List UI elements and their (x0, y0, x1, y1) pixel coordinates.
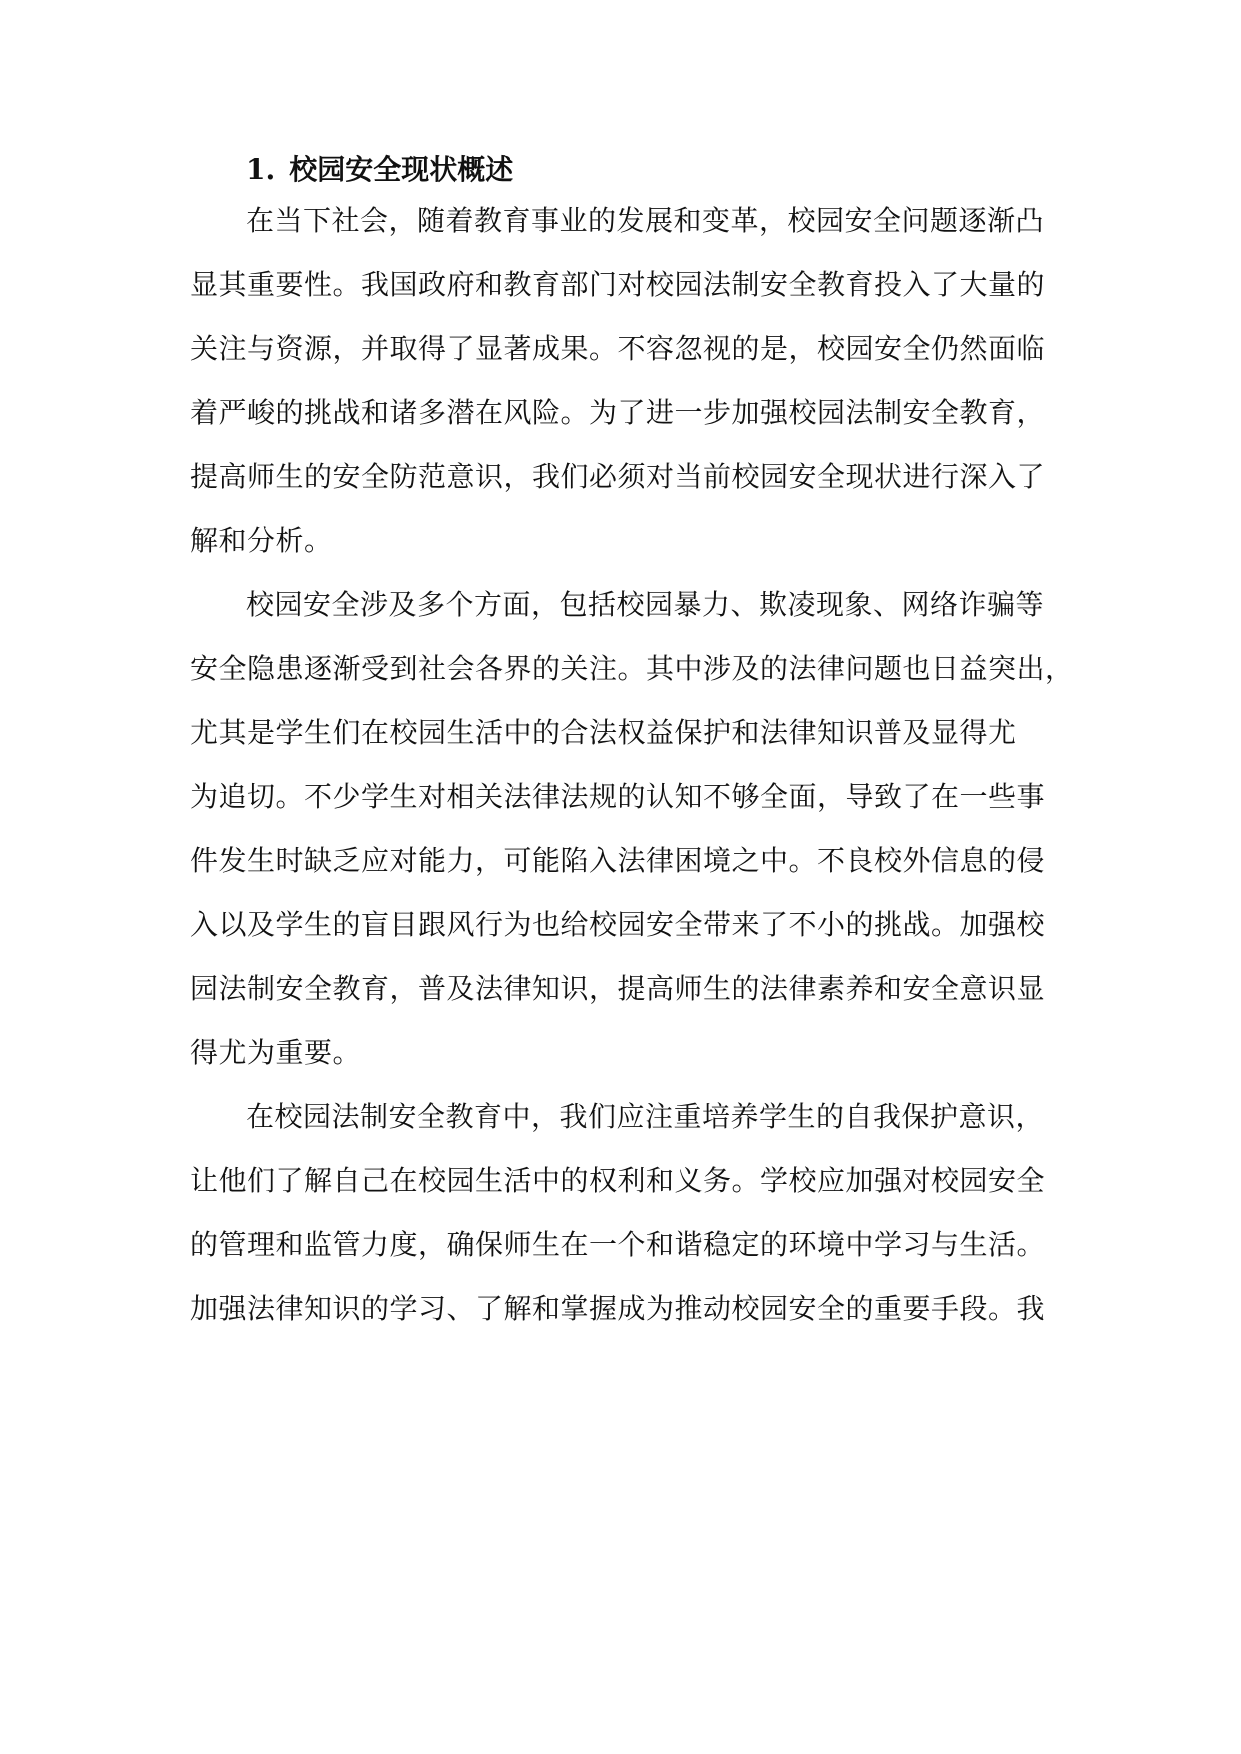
paragraph-3-line-4: 加强法律知识的学习、了解和掌握成为推动校园安全的重要手段。我 (190, 1292, 1046, 1325)
paragraph-2-line-2: 安全隐患逐渐受到社会各界的关注。其中涉及的法律问题也日益突出， (190, 652, 1074, 685)
section-number: 1. (246, 153, 276, 186)
paragraph-2-line-5: 件发生时缺乏应对能力，可能陷入法律困境之中。不良校外信息的侵 (190, 844, 1046, 877)
paragraph-1-line-6: 解和分析。 (190, 524, 333, 557)
paragraph-2-line-1: 校园安全涉及多个方面，包括校园暴力、欺凌现象、网络诈骗等 (246, 588, 1045, 621)
paragraph-1-line-5: 提高师生的安全防范意识，我们必须对当前校园安全现状进行深入了 (190, 460, 1046, 493)
section-title: 校园安全现状概述 (289, 153, 514, 186)
paragraph-3-line-1: 在校园法制安全教育中，我们应注重培养学生的自我保护意识， (246, 1100, 1045, 1133)
paragraph-2-line-7: 园法制安全教育，普及法律知识，提高师生的法律素养和安全意识显 (190, 972, 1046, 1005)
paragraph-2-line-6: 入以及学生的盲目跟风行为也给校园安全带来了不小的挑战。加强校 (190, 908, 1046, 941)
paragraph-1-line-2: 显其重要性。我国政府和教育部门对校园法制安全教育投入了大量的 (190, 268, 1046, 301)
paragraph-1-line-1: 在当下社会，随着教育事业的发展和变革，校园安全问题逐渐凸 (246, 204, 1045, 237)
paragraph-2-line-3: 尤其是学生们在校园生活中的合法权益保护和法律知识普及显得尤 (190, 716, 1017, 749)
paragraph-2-line-8: 得尤为重要。 (190, 1036, 362, 1069)
paragraph-1-line-4: 着严峻的挑战和诸多潜在风险。为了进一步加强校园法制安全教育， (190, 396, 1046, 429)
paragraph-3-line-3: 的管理和监管力度，确保师生在一个和谐稳定的环境中学习与生活。 (190, 1228, 1046, 1261)
section-heading (246, 150, 513, 190)
paragraph-2-line-4: 为追切。不少学生对相关法律法规的认知不够全面，导致了在一些事 (190, 780, 1046, 813)
paragraph-1-line-3: 关注与资源，并取得了显著成果。不容忽视的是，校园安全仍然面临 (190, 332, 1046, 365)
paragraph-3-line-2: 让他们了解自己在校园生活中的权利和义务。学校应加强对校园安全 (190, 1164, 1046, 1197)
